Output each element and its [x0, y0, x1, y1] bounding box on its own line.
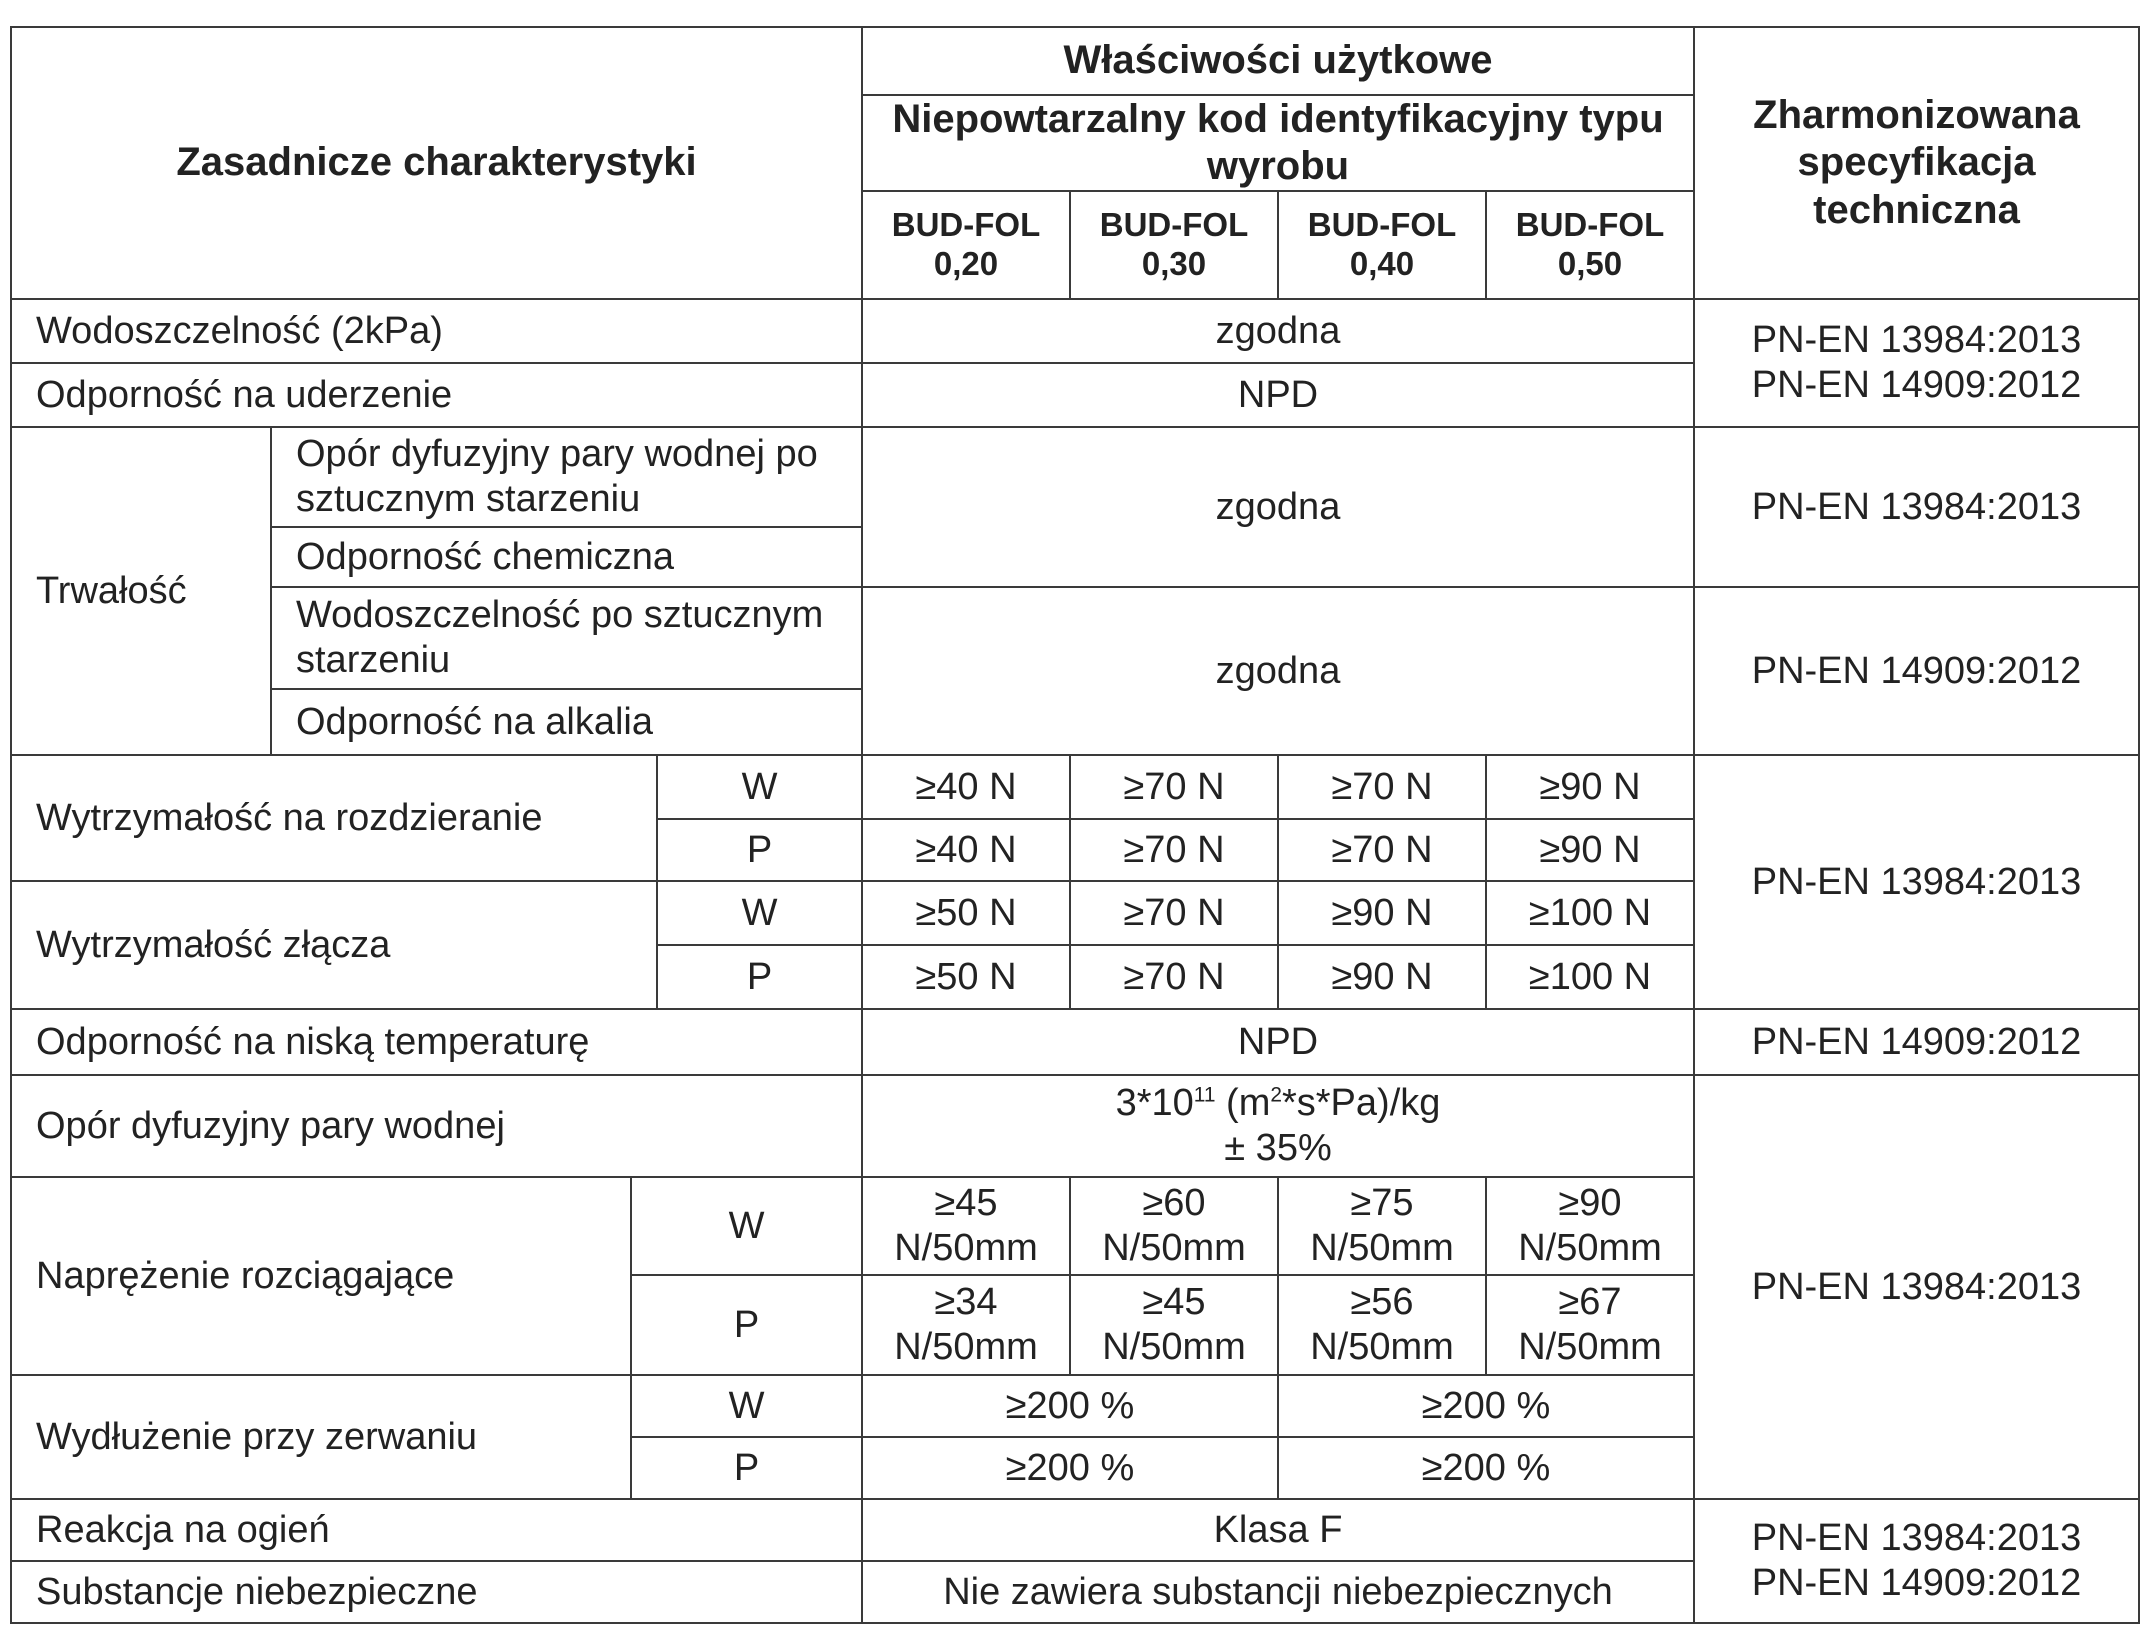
type-header-1: BUD-FOL 0,20	[861, 190, 1071, 300]
header-harmonized-spec: Zharmonizowana specyfikacja techniczna	[1693, 26, 2140, 300]
spec-bottom: PN-EN 13984:2013 PN-EN 14909:2012	[1693, 1498, 2140, 1624]
dir-w-rozdzieranie: W	[656, 754, 863, 820]
value-rozdzieranie-p-2: ≥70 N	[1069, 818, 1279, 882]
value-naprezenie-w-2: ≥60 N/50mm	[1069, 1176, 1279, 1276]
value-uderzenie: NPD	[861, 362, 1695, 428]
sub-label-wodoszczelnosc-starzenie: Wodoszczelność po sztucznym starzeniu	[270, 586, 863, 690]
value-rozdzieranie-w-1: ≥40 N	[861, 754, 1071, 820]
type-header-3: BUD-FOL 0,40	[1277, 190, 1487, 300]
spec-top: PN-EN 13984:2013 PN-EN 14909:2012	[1693, 298, 2140, 428]
value-wydluzenie-p-b: ≥200 %	[1277, 1436, 1695, 1500]
value-zlacze-w-3: ≥90 N	[1277, 880, 1487, 946]
value-zlacze-w-4: ≥100 N	[1485, 880, 1695, 946]
type-header-4: BUD-FOL 0,50	[1485, 190, 1695, 300]
value-rozdzieranie-w-3: ≥70 N	[1277, 754, 1487, 820]
value-zlacze-w-1: ≥50 N	[861, 880, 1071, 946]
dir-w-wydluzenie: W	[630, 1374, 863, 1438]
value-wydluzenie-w-a: ≥200 %	[861, 1374, 1279, 1438]
value-naprezenie-w-3: ≥75 N/50mm	[1277, 1176, 1487, 1276]
row-label-naprezenie: Naprężenie rozciągające	[10, 1176, 632, 1376]
sub-label-odpornosc-alkalia: Odporność na alkalia	[270, 688, 863, 756]
header-performance: Właściwości użytkowe	[861, 26, 1695, 96]
spec-niska-temperatura: PN-EN 14909:2012	[1693, 1008, 2140, 1076]
row-label-niska-temperatura: Odporność na niską temperaturę	[10, 1008, 863, 1076]
spec-trwalosc-1: PN-EN 13984:2013	[1693, 426, 2140, 588]
row-label-wodoszczelnosc: Wodoszczelność (2kPa)	[10, 298, 863, 364]
value-rozdzieranie-p-4: ≥90 N	[1485, 818, 1695, 882]
row-label-ogien: Reakcja na ogień	[10, 1498, 863, 1562]
dir-p-naprezenie: P	[630, 1274, 863, 1376]
value-wydluzenie-w-b: ≥200 %	[1277, 1374, 1695, 1438]
value-zlacze-w-2: ≥70 N	[1069, 880, 1279, 946]
value-naprezenie-w-4: ≥90 N/50mm	[1485, 1176, 1695, 1276]
value-naprezenie-p-4: ≥67 N/50mm	[1485, 1274, 1695, 1376]
value-rozdzieranie-w-4: ≥90 N	[1485, 754, 1695, 820]
dir-w-naprezenie: W	[630, 1176, 863, 1276]
value-rozdzieranie-p-3: ≥70 N	[1277, 818, 1487, 882]
row-label-zlacze: Wytrzymałość złącza	[10, 880, 658, 1010]
value-naprezenie-p-1: ≥34 N/50mm	[861, 1274, 1071, 1376]
sub-label-opor-starzenie: Opór dyfuzyjny pary wodnej po sztucznym starzeniu	[270, 426, 863, 528]
value-trwalosc-2: zgodna	[861, 586, 1695, 756]
type-header-2: BUD-FOL 0,30	[1069, 190, 1279, 300]
value-substancje: Nie zawiera substancji niebezpiecznych	[861, 1560, 1695, 1624]
header-product-code: Niepowtarzalny kod identyfikacyjny typu wyrobu	[861, 94, 1695, 192]
value-rozdzieranie-w-2: ≥70 N	[1069, 754, 1279, 820]
row-label-trwalosc: Trwałość	[10, 426, 272, 756]
row-label-uderzenie: Odporność na uderzenie	[10, 362, 863, 428]
value-wodoszczelnosc: zgodna	[861, 298, 1695, 364]
row-label-wydluzenie: Wydłużenie przy zerwaniu	[10, 1374, 632, 1500]
opor-dyfuzyjny-formula: $3*10^{11}$ $(m^2*s*Pa)/kg$	[1115, 1082, 1441, 1125]
value-zlacze-p-3: ≥90 N	[1277, 944, 1487, 1010]
sub-label-odpornosc-chemiczna: Odporność chemiczna	[270, 526, 863, 588]
value-opor-dyfuzyjny: $3*10^{11}$ $(m^2*s*Pa)/kg$ ± 35%	[861, 1074, 1695, 1178]
spec-trwalosc-2: PN-EN 14909:2012	[1693, 586, 2140, 756]
value-rozdzieranie-p-1: ≥40 N	[861, 818, 1071, 882]
dir-p-rozdzieranie: P	[656, 818, 863, 882]
value-naprezenie-w-1: ≥45 N/50mm	[861, 1176, 1071, 1276]
row-label-substancje: Substancje niebezpieczne	[10, 1560, 863, 1624]
value-wydluzenie-p-a: ≥200 %	[861, 1436, 1279, 1500]
row-label-opor-dyfuzyjny: Opór dyfuzyjny pary wodnej	[10, 1074, 863, 1178]
spec-strength: PN-EN 13984:2013	[1693, 754, 2140, 1010]
value-zlacze-p-1: ≥50 N	[861, 944, 1071, 1010]
header-essential-characteristics: Zasadnicze charakterystyki	[10, 26, 863, 300]
value-trwalosc-1: zgodna	[861, 426, 1695, 588]
value-zlacze-p-2: ≥70 N	[1069, 944, 1279, 1010]
dir-p-zlacze: P	[656, 944, 863, 1010]
value-ogien: Klasa F	[861, 1498, 1695, 1562]
value-niska-temperatura: NPD	[861, 1008, 1695, 1076]
spec-lower: PN-EN 13984:2013	[1693, 1074, 2140, 1500]
dir-p-wydluzenie: P	[630, 1436, 863, 1500]
row-label-rozdzieranie: Wytrzymałość na rozdzieranie	[10, 754, 658, 882]
dir-w-zlacze: W	[656, 880, 863, 946]
value-naprezenie-p-3: ≥56 N/50mm	[1277, 1274, 1487, 1376]
value-zlacze-p-4: ≥100 N	[1485, 944, 1695, 1010]
value-naprezenie-p-2: ≥45 N/50mm	[1069, 1274, 1279, 1376]
